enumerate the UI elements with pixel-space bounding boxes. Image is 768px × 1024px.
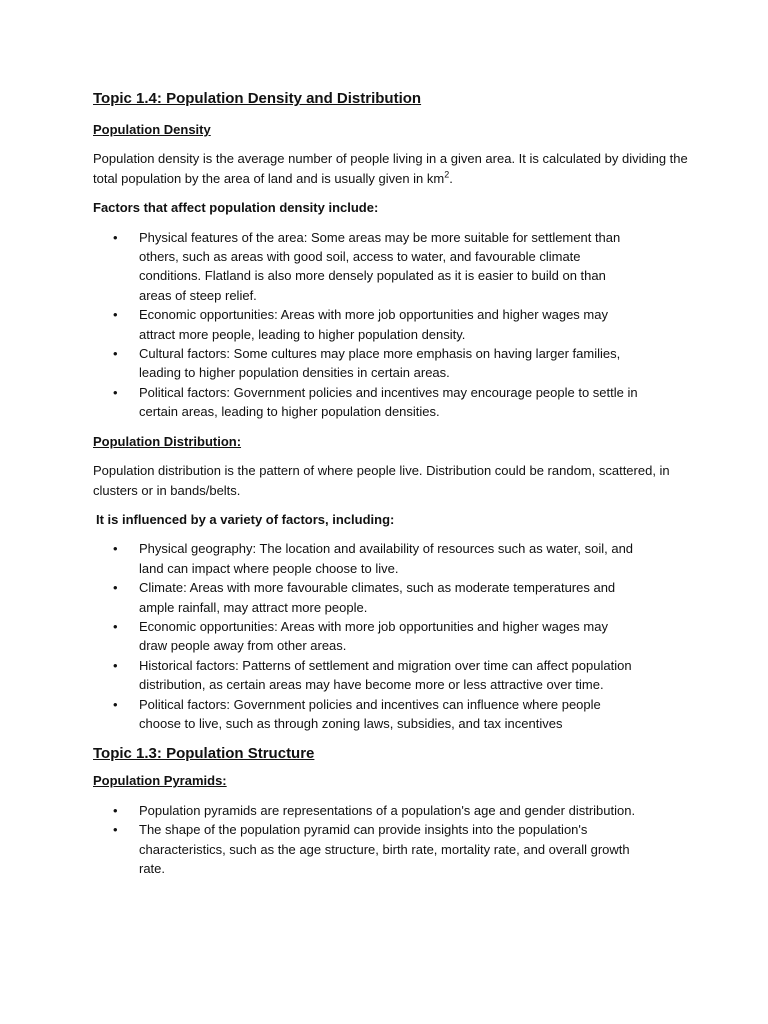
- list-item-text: The shape of the population pyramid can provide insights into the population's characteristics, such as the age structure, birth rate, mortality rate, and overall growth rate.: [139, 822, 630, 876]
- list-item-text: Historical factors: Patterns of settlement and migration over time can affect population distribution, as certain areas may have become more or less attractive over time.: [139, 657, 632, 693]
- population-density-intro-text: Population density is the average number of people living in a given area. It is calculated by dividing the total population by the area of land and is usually given in km: [93, 151, 688, 186]
- list-item-text: Population pyramids are representations of a population's age and gender distribution.: [139, 802, 636, 818]
- topic-1-3-title: Topic 1.3: Population Structure: [93, 745, 315, 763]
- bullet-icon: •: [113, 229, 118, 245]
- bullet-icon: •: [113, 346, 118, 362]
- population-distribution-heading: Population Distribution:: [93, 433, 242, 449]
- population-distribution-intro: Population distribution is the pattern of where people live. Distribution could be random, scattered, in clusters or in bands/belts.: [93, 463, 670, 498]
- list-item-text: Cultural factors: Some cultures may place more emphasis on having larger families, leading to higher population densities in certain areas.: [139, 346, 621, 381]
- bullet-icon: •: [113, 802, 118, 818]
- list-item-text: Economic opportunities: Areas with more job opportunities and higher wages may draw people away from other areas.: [139, 618, 608, 654]
- document-page: [93, 88, 693, 888]
- bullet-icon: •: [113, 580, 118, 596]
- list-item: [93, 344, 639, 383]
- bullet-icon: •: [113, 541, 118, 557]
- bullet-icon: •: [113, 696, 118, 712]
- topic-1-4-title: Topic 1.4: Population Density and Distribution: [93, 90, 422, 107]
- pyramids-points-list: [93, 801, 693, 879]
- list-item: [93, 695, 639, 734]
- list-item: [93, 656, 639, 695]
- list-item: [93, 383, 639, 422]
- distribution-factors-list: [93, 539, 693, 733]
- intro-period: .: [449, 170, 453, 186]
- list-item: [93, 539, 639, 578]
- bullet-icon: •: [113, 618, 118, 634]
- list-item: [93, 801, 639, 820]
- list-item-text: Physical features of the area: Some areas may be more suitable for settlement than others, such as areas with good soil, access to water, and favourable climate conditions. Flatland is also more densely populated as it is easier to build on than areas of steep relief.: [139, 229, 621, 303]
- list-item: [93, 228, 639, 306]
- list-item-text: Climate: Areas with more favourable climates, such as moderate temperatures and ample rainfall, may attract more people.: [139, 580, 616, 615]
- list-item-text: Political factors: Government policies and incentives may encourage people to settle in certain areas, leading to higher population densities.: [139, 384, 638, 420]
- list-item: [93, 617, 639, 656]
- density-factors-lead: Factors that affect population density include:: [93, 200, 379, 216]
- superscript-2: 2: [444, 169, 450, 180]
- bullet-icon: •: [113, 307, 118, 323]
- list-item: [93, 305, 639, 344]
- list-item: [93, 578, 639, 617]
- bullet-icon: •: [113, 657, 118, 673]
- bullet-icon: •: [113, 822, 118, 838]
- population-density-intro: [93, 149, 693, 188]
- population-pyramids-heading: Population Pyramids:: [93, 773, 227, 789]
- list-item: [93, 820, 639, 878]
- list-item-text: Economic opportunities: Areas with more job opportunities and higher wages may attract more people, leading to higher population density.: [139, 307, 608, 342]
- density-factors-list: [93, 228, 693, 422]
- bullet-icon: •: [113, 384, 118, 400]
- population-density-heading: Population Density: [93, 122, 211, 137]
- list-item-text: Political factors: Government policies and incentives can influence where people choose to live, such as through zoning laws, subsidies, and tax incentives: [139, 696, 601, 731]
- distribution-factors-lead: It is influenced by a variety of factors, including:: [96, 511, 395, 527]
- list-item-text: Physical geography: The location and availability of resources such as water, soil, and land can impact where people choose to live.: [139, 541, 634, 576]
